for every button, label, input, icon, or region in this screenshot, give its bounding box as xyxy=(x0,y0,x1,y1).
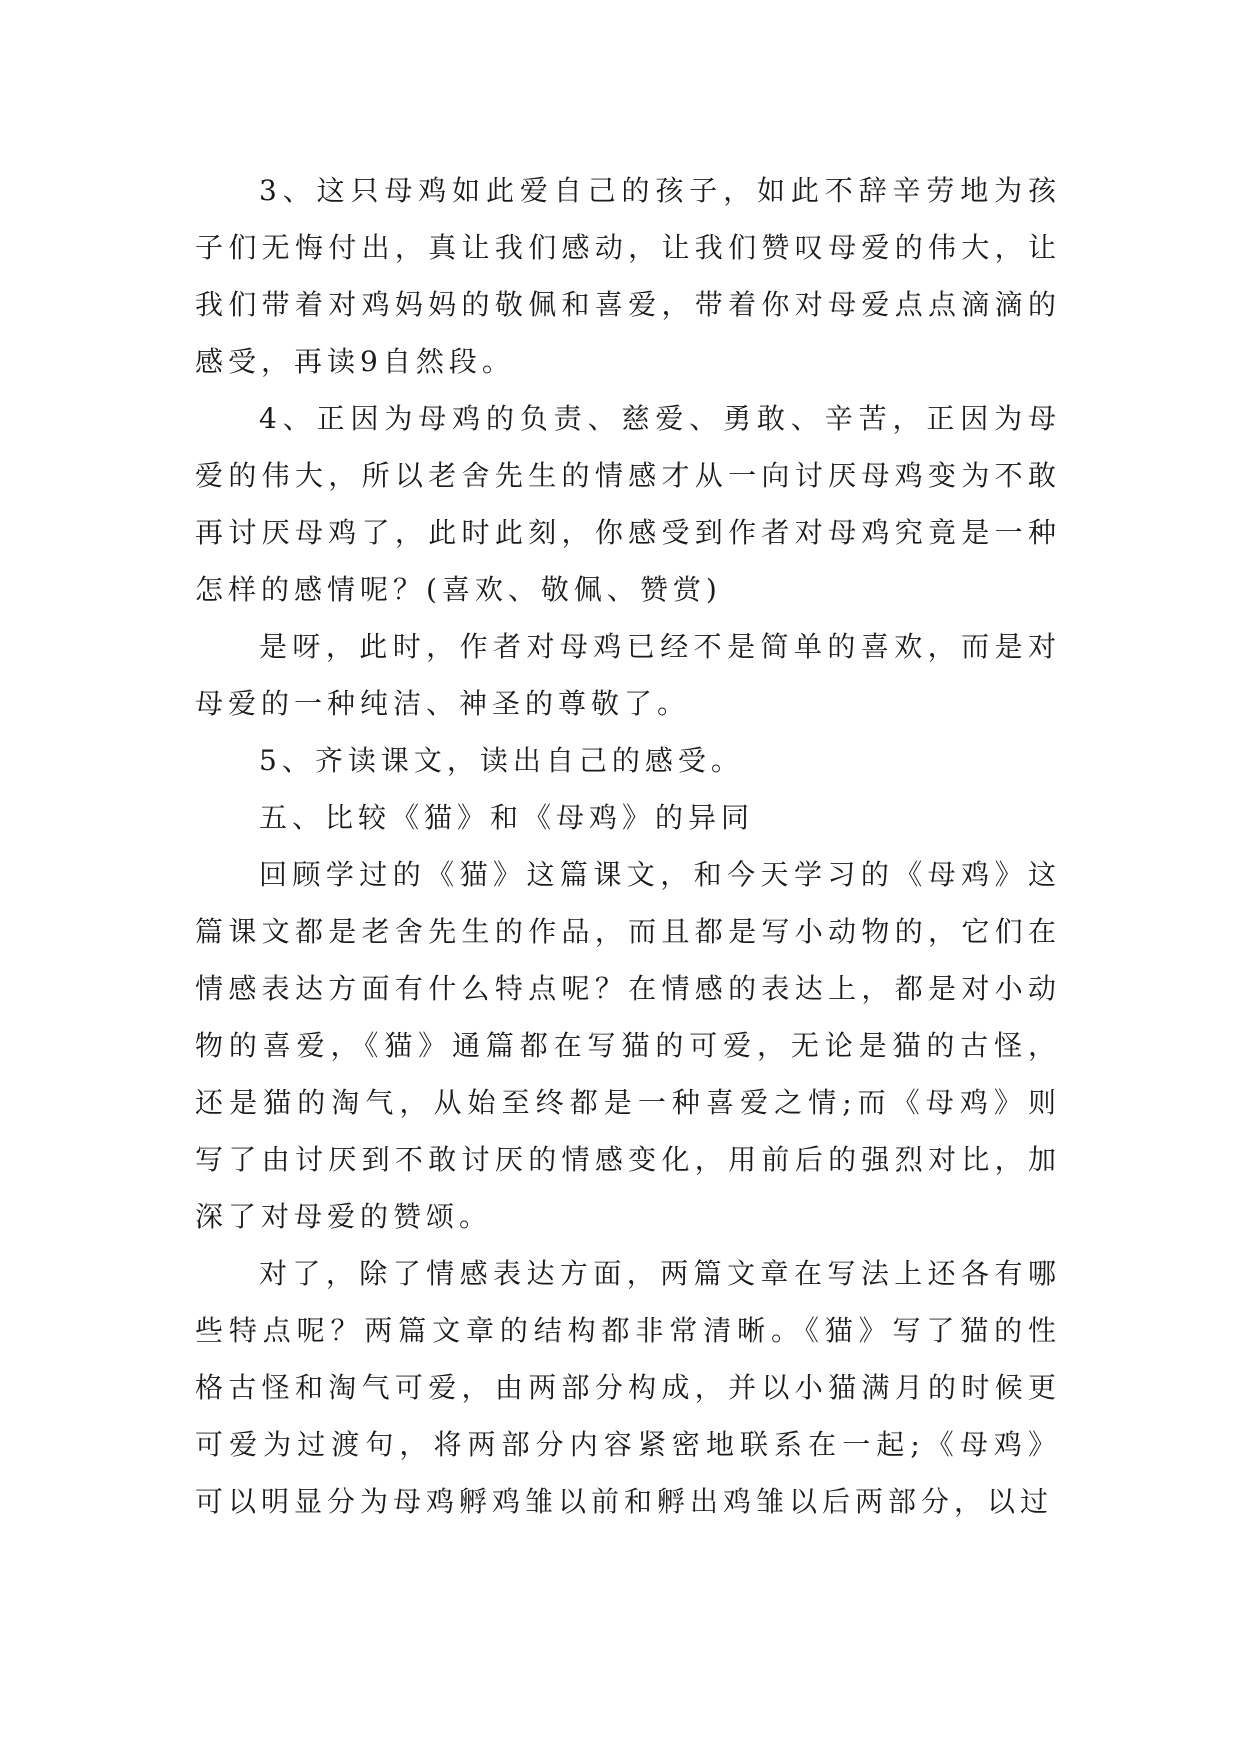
document-body xyxy=(195,162,1061,1530)
section-heading-compare: 五、比较《猫》和《母鸡》的异同 xyxy=(259,801,755,834)
paragraph-review: 回顾学过的《猫》这篇课文，和今天学习的《母鸡》这篇课文都是老舍先生的作品，而且都是写小动物的，它们在情感表达方面有什么特点呢？在情感的表达上，都是对小动物的喜爱，《猫》通篇都在写猫的可爱，无论是猫的古怪，还是猫的淘气，从始至终都是一种喜爱之情;而《母鸡》则写了由讨厌到不敢讨厌的情感变化，用前后的强烈对比，加深了对母爱的赞颂。 xyxy=(195,858,1061,1233)
paragraph-structure: 对了，除了情感表达方面，两篇文章在写法上还各有哪些特点呢？两篇文章的结构都非常清晰。《猫》写了猫的性格古怪和淘气可爱，由两部分构成，并以小猫满月的时候更可爱为过渡句，将两部分内容紧密地联系在一起;《母鸡》可以明显分为母鸡孵鸡雏以前和孵出鸡雏以后两部分，以过 xyxy=(195,1257,1061,1518)
paragraph-respect: 是呀，此时，作者对母鸡已经不是简单的喜欢，而是对母爱的一种纯洁、神圣的尊敬了。 xyxy=(195,630,1061,720)
paragraph-4: 4、正因为母鸡的负责、慈爱、勇敢、辛苦，正因为母爱的伟大，所以老舍先生的情感才从一向讨厌母鸡变为不敢再讨厌母鸡了，此时此刻，你感受到作者对母鸡究竟是一种怎样的感情呢？(喜欢、敬佩、赞赏) xyxy=(195,402,1061,606)
paragraph-3: 3、这只母鸡如此爱自己的孩子，如此不辞辛劳地为孩子们无悔付出，真让我们感动，让我们赞叹母爱的伟大，让我们带着对鸡妈妈的敬佩和喜爱，带着你对母爱点点滴滴的感受，再读9自然段。 xyxy=(195,174,1061,378)
paragraph-5: 5、齐读课文，读出自己的感受。 xyxy=(259,744,744,777)
